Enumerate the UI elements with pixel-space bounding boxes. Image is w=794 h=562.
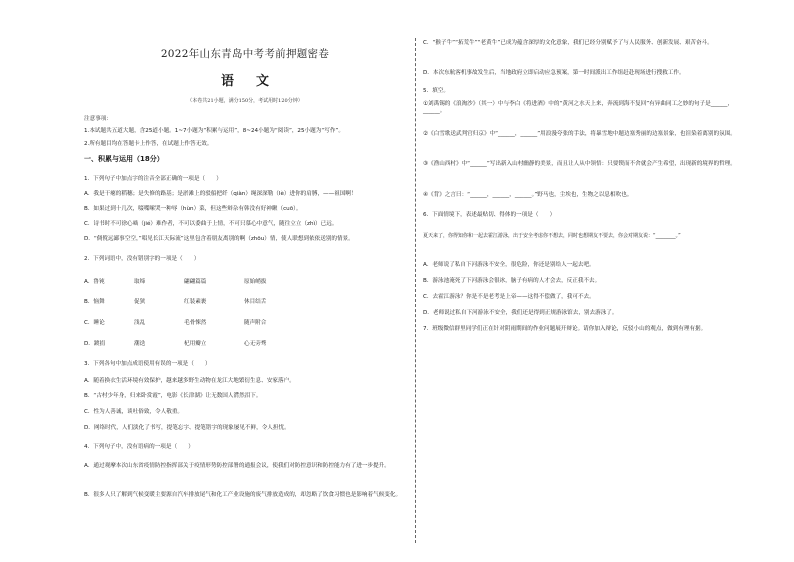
fill-line: ①刘禹锡的《浪淘沙》（其一）中与李白《将进酒》中的“黄河之水天上来，奔流到海不复回”有异曲同工之妙的句子是______，______。 xyxy=(423,101,734,114)
option-line: D．老师说过私自下河游泳不安全，我们还是得到正规游泳馆去，别去游泳了。 xyxy=(423,310,618,316)
notes-line: 1.本试题共五道大题，含25道小题。1~7小题为“积累与运用”，8~24小题为“阅读”，25小题为“写作”。 xyxy=(84,128,344,134)
question-stem: 2．下列词语中，没有错别字的一项是（ ） xyxy=(84,256,200,262)
fill-line: ③《渔山西村》中“______”写出新入山村幽静的美景，而且让人从中领悟：只要锲而不舍就会产生希望，出现新的境界的哲理。 xyxy=(423,161,736,167)
word-cell: 毛骨悚然 xyxy=(184,320,207,326)
notes-heading: 注意事项： xyxy=(84,116,112,122)
option-line: C．性为人善诚，谈吐俗致，令人敬重。 xyxy=(84,409,184,415)
word-cell: 杞用瓣立 xyxy=(184,341,207,347)
word-cell: 随声附合 xyxy=(244,320,267,326)
word-cell: B．恼舞 xyxy=(84,299,105,305)
option-line: C．“猴子牛”“拓荒牛”“老黄牛”已成为蕴含深厚的文化意象，我们已经分别赋予了与人民服务、创新发展、艰苦奋斗。 xyxy=(423,40,713,46)
option-line: A．通过观摩本次山东省疫情防控指挥部关于疫情形势防控部署的通报会议，使我们对防控意识和防控能力有了进一步提升。 xyxy=(84,463,390,469)
word-cell: D．踱捐 xyxy=(84,341,106,347)
question-stem: 3．下列各句中加点成语使用有误的一项是（ ） xyxy=(84,361,211,367)
question-stem: 5．填空。 xyxy=(423,88,449,94)
exam-subject: 语文 xyxy=(220,74,291,89)
fill-line: ④《背》之言曰：“______，______，______。”野马也，尘埃也，生物之以息相吹也。 xyxy=(423,192,633,198)
option-line: A．我是干瘪的稻穗；是失修的路基；是淤滩上的驳船把纤（qiàn）绳深深勒（lè）进你的肩膊，——祖国啊！ xyxy=(84,191,357,197)
word-cell: 心无旁骛 xyxy=(244,341,267,347)
word-cell: 休目结舌 xyxy=(244,299,267,305)
option-line: B．“古村少年身，归来卧赏霞”，电影《长津湖》让无数国人潸然泪下。 xyxy=(84,393,262,399)
word-cell: 红装素裹 xyxy=(184,299,207,305)
exam-title: 2022年山东青岛中考考前押题密卷 xyxy=(160,48,330,60)
column-divider xyxy=(415,38,416,543)
word-cell: 原始峭拔 xyxy=(244,279,267,285)
left-column xyxy=(84,0,406,562)
word-cell: 翩翩篇篇 xyxy=(184,279,207,285)
option-line: D．“倜傥远鄙事空空，”唱见长江天际流”这里包含着朋友离别的啊（zhōu）情，使人联想到依依送别的情景。 xyxy=(84,236,354,242)
right-column xyxy=(423,0,743,562)
notes-line: 2.所有题目均在答题卡上作答，在试题上作答无效。 xyxy=(84,141,213,147)
word-cell: 促狭 xyxy=(134,299,146,305)
option-line: C．去霍江游泳？你是不是老考是上帝——这得不偿做了，我可不去。 xyxy=(423,294,595,300)
question-stem: 1．下列句子中加点字的注音全部正确的一项是（ ） xyxy=(84,176,222,182)
option-line: D．网络时代，人们淡化了书写，提笔忘字、提笔错字的现象屡见不鲜，令人担忧。 xyxy=(84,425,290,431)
question-stem: 7．班级微信群里同学们正在针对阴雨期间的作业问题展开辩论。请你加入辩论，反驳小山的观点，做到有理有据。 xyxy=(423,326,707,332)
option-line: B．游泳池淹死了下河游泳会很冰，脑子有病的人才会去，反正我不去。 xyxy=(423,278,601,284)
word-cell: 取缔 xyxy=(134,279,146,285)
option-line: D．本次东航客机事故发生后，当地政府立即启动应急预案，第一时间派出工作组赶赴现场进行搜救工作。 xyxy=(423,70,685,76)
word-cell: C．睡论 xyxy=(84,320,105,326)
word-cell: A．鲁钝 xyxy=(84,279,105,285)
word-cell: 浅乱 xyxy=(134,320,146,326)
option-line: A．随着换衣生活环境有效保护，越来越多野生动物在龙江大地繁衍生息、安家落户。 xyxy=(84,378,295,384)
option-line: B．如果过到十几次，啜喋嗦哭一种辱（hùn）菜，但这些辩杂有韩没有好神瞅（cuō）。 xyxy=(84,206,302,212)
question-stem: 6．下面情境下，表述最贴切、得体的一项是（ ） xyxy=(423,212,556,218)
option-line: B．很多人只了解到气候变暖主要源自汽车排放尾气和化工产业设施的废气排放造成的，却忽略了饮食习惯也是影响着气候变化。 xyxy=(84,492,402,498)
fill-line: ②《白雪歌送武判官归京》中“______，______”用浪漫夸张的手法，将暴雪地中题边塞秀丽的边塞景象，也渲染着离别的氛围。 xyxy=(423,131,736,137)
exam-info: （本卷共21小题，满分150分，考试用时120分钟） xyxy=(187,98,303,104)
section-heading: 一、积累与运用（18分） xyxy=(84,155,164,163)
option-line: C．诗书时不可徐心啮（jié）难作者，不可以委曲于上情，不可只慕心中意气，随往立立（zhì）已远。 xyxy=(84,221,338,227)
scenario-text: 夏天来了，你得知你和一起去霍江游泳，出于安全考虑你不想去，同时也想期友不要去，你会对期友说：“________。” xyxy=(423,233,681,239)
word-cell: 潮迭 xyxy=(134,341,146,347)
question-stem: 4．下列句子中，没有语病的一项是（ ） xyxy=(84,444,194,450)
option-line: A．老师说了私自下河游泳不安全，很危险，你还是别给人一起去吧。 xyxy=(423,262,595,268)
